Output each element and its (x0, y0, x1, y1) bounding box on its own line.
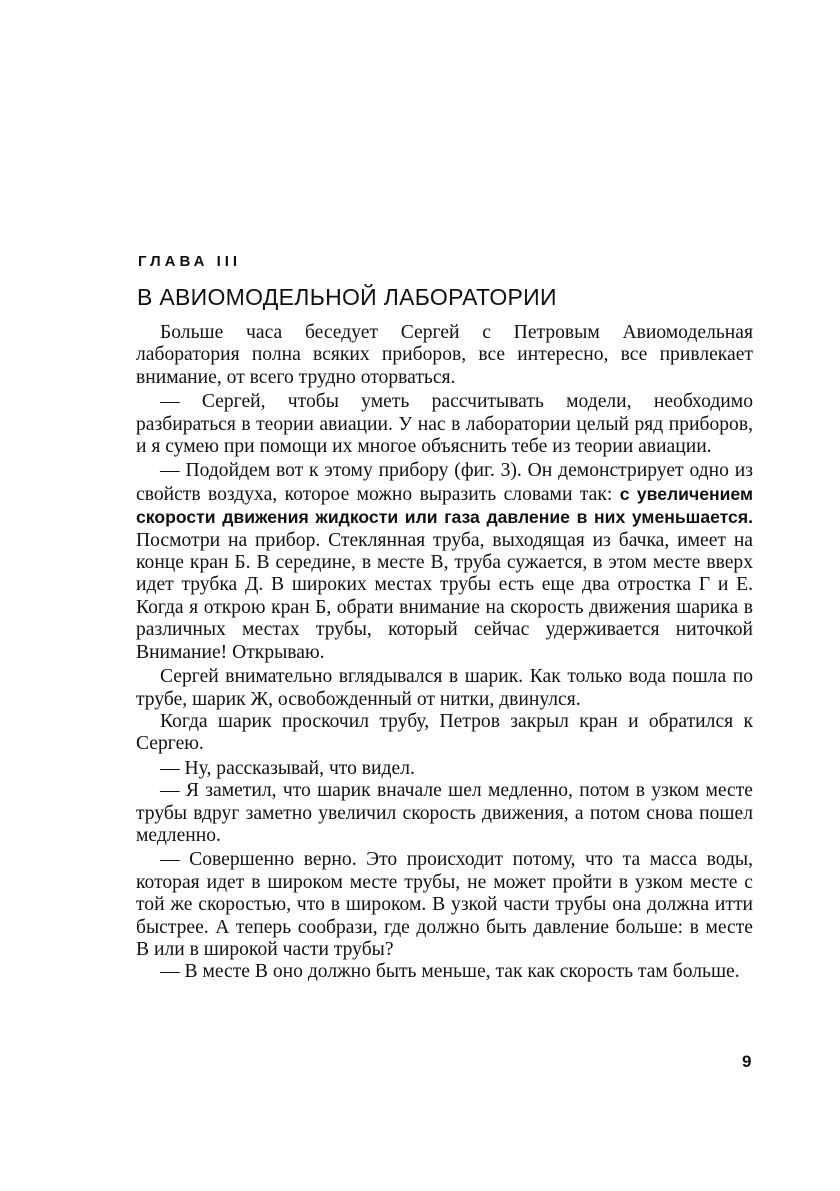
chapter-label: ГЛАВА III (138, 253, 242, 270)
paragraph: — В месте В оно должно быть меньше, так как скорость там больше. (160, 961, 740, 983)
paragraph: — Сергей, чтобы уметь рассчитывать модели, необходимо разбираться в теории авиации. У нас в лаборатории целый ряд приборов, и я сумею при помощи их многое объяснить тебе из теории авиации. (136, 391, 753, 458)
text-body (136, 322, 753, 984)
paragraph (136, 460, 753, 664)
page-number: 9 (742, 1052, 752, 1071)
paragraph: Сергей внимательно вглядывался в шарик. Как только вода пошла по трубе, шарик Ж, освобожденный от нитки, двинулся. (136, 666, 753, 710)
chapter-title: В АВИОМОДЕЛЬНОЙ ЛАБОРАТОРИИ (137, 284, 557, 310)
paragraph-text: — Подойдем вот к этому прибору (фиг. 3). Он демонстрирует одно из свойств воздуха, которое можно выразить словами так: (136, 460, 753, 505)
paragraph-text: Посмотри на прибор. Стеклянная труба, выходящая из бачка, имеет на конце кран Б. В середине, в месте В, труба сужается, в этом месте вверх идет трубка Д. В широких местах трубы есть еще два отростка Г и Е. Когда я открою кран Б, обрати внимание на скорость движения шарика в различных местах трубы, который сейчас удерживается ниточкой Внимание! Открываю. (136, 529, 753, 663)
paragraph: — Ну, рассказывай, что видел. (160, 757, 415, 779)
paragraph: — Я заметил, что шарик вначале шел медленно, потом в узком месте трубы вдруг заметно увеличил скорость движения, а потом снова пошел медленно. (136, 780, 753, 846)
paragraph: Когда шарик проскочил трубу, Петров закрыл кран и обратился к Сергею. (136, 710, 753, 755)
paragraph: Больше часа беседует Сергей с Петровым Авиомодельная лаборатория полна всяких приборов, все интересно, все привлекает внимание, от всего трудно оторваться. (136, 322, 753, 388)
bold-law-statement: с увеличением скорости движения жидкости или газа давление в них уменьшается. (136, 483, 754, 528)
paragraph: — Совершенно верно. Это происходит потому, что та масса воды, которая идет в широком месте трубы, не может пройти в узком месте с той же скоростью, что в широком. В узкой части трубы она должна итти быстрее. А теперь сообрази, где должно быть давление больше: в месте В или в широкой части трубы? (136, 849, 753, 960)
